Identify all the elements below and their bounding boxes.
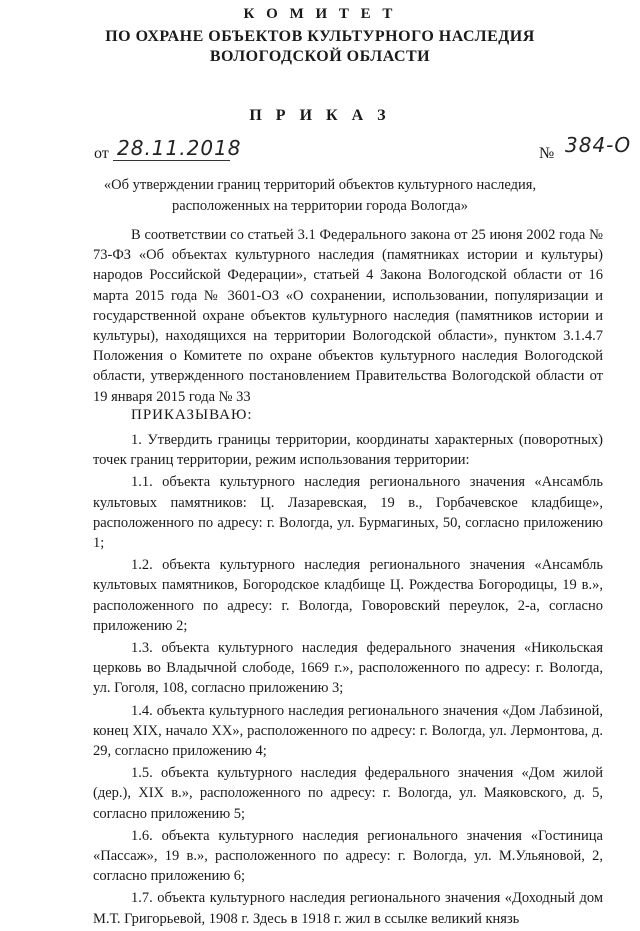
subject-line: «Об утверждении границ территорий объектов культурного наследия, [103,177,537,193]
order-clause-1: 1. Утвердить границы территории, координаты характерных (поворотных) точек границ территории, режим использования территории: [93,432,603,469]
subject-line: расположенных на территории города Вологда» [172,198,468,214]
handwritten-date: 28.11.2018 [117,136,242,160]
preamble-block [93,225,603,407]
committee-name: ПО ОХРАНЕ ОБЪЕКТОВ КУЛЬТУРНОГО НАСЛЕДИЯ [105,28,535,45]
document-type: П Р И К А З [249,107,391,124]
committee-region: ВОЛОГОДСКОЙ ОБЛАСТИ [209,48,431,65]
order-block [93,405,603,931]
handwritten-number: 384-О [565,133,632,157]
number-label: № [539,145,555,162]
date-underline [113,160,230,161]
committee-title: К О М И Т Е Т [243,6,397,22]
order-keyword: ПРИКАЗЫВАЮ: [131,407,253,423]
order-item: 1.7. объекта культурного наследия регионального значения «Доходный дом М.Т. Григорьевой, 1908 г. Здесь в 1918 г. жил в ссылке великий князь [93,890,603,927]
preamble-paragraph: В соответствии со статьей 3.1 Федерального закона от 25 июня 2002 года № 73-ФЗ «Об объектах культурного наследия (памятниках истории и культуры) народов Российской Федерации», статьей 4 Закона Вологодской области от 16 марта 2015 года № 3601-ОЗ «О сохранении, использовании, популяризации и государственной охране объектов культурного наследия (памятников истории и культуры), находящихся на территории Вологодской области», пунктом 3.1.4.7 Положения о Комитете по охране объектов культурного наследия Вологодской области, утвержденного постановлением Правительства Вологодской области от 19 января 2015 года № 33 [93,227,603,405]
order-item: 1.1. объекта культурного наследия регионального значения «Ансамбль культовых памятников: Ц. Лазаревская, 19 в., Горбачевское кладбище», расположенного по адресу: г. Вологда, ул. Бурмагиных, 50, согласно приложению 1; [93,474,603,552]
date-label: от [94,145,109,162]
order-item: 1.2. объекта культурного наследия регионального значения «Ансамбль культовых памятников, Богородское кладбище Ц. Рождества Богородицы, 19 в.», расположенного по адресу: г. Вологда, Говоровский переулок, 2-а, согласно приложению 2; [93,557,603,634]
order-item: 1.5. объекта культурного наследия федерального значения «Дом жилой (дер.), XIX в.», расположенного по адресу: г. Вологда, ул. Маяковского, д. 5, согласно приложению 5; [93,765,603,822]
order-item: 1.6. объекта культурного наследия регионального значения «Гостиница «Пассаж», 19 в.», расположенного по адресу: г. Вологда, ул. М.Ульяновой, 2, согласно приложению 6; [93,827,603,885]
order-item: 1.4. объекта культурного наследия регионального значения «Дом Лабзиной, конец XIX, начало XX», расположенного по адресу: г. Вологда, ул. Лермонтова, д. 29, согласно приложению 4; [93,702,603,760]
order-item: 1.3. объекта культурного наследия федерального значения «Никольская церковь во Владычной слободе, 1669 г.», расположенного по адресу: г. Вологда, ул. Гоголя, 108, согласно приложению 3; [93,640,603,697]
order-subject [60,175,580,217]
